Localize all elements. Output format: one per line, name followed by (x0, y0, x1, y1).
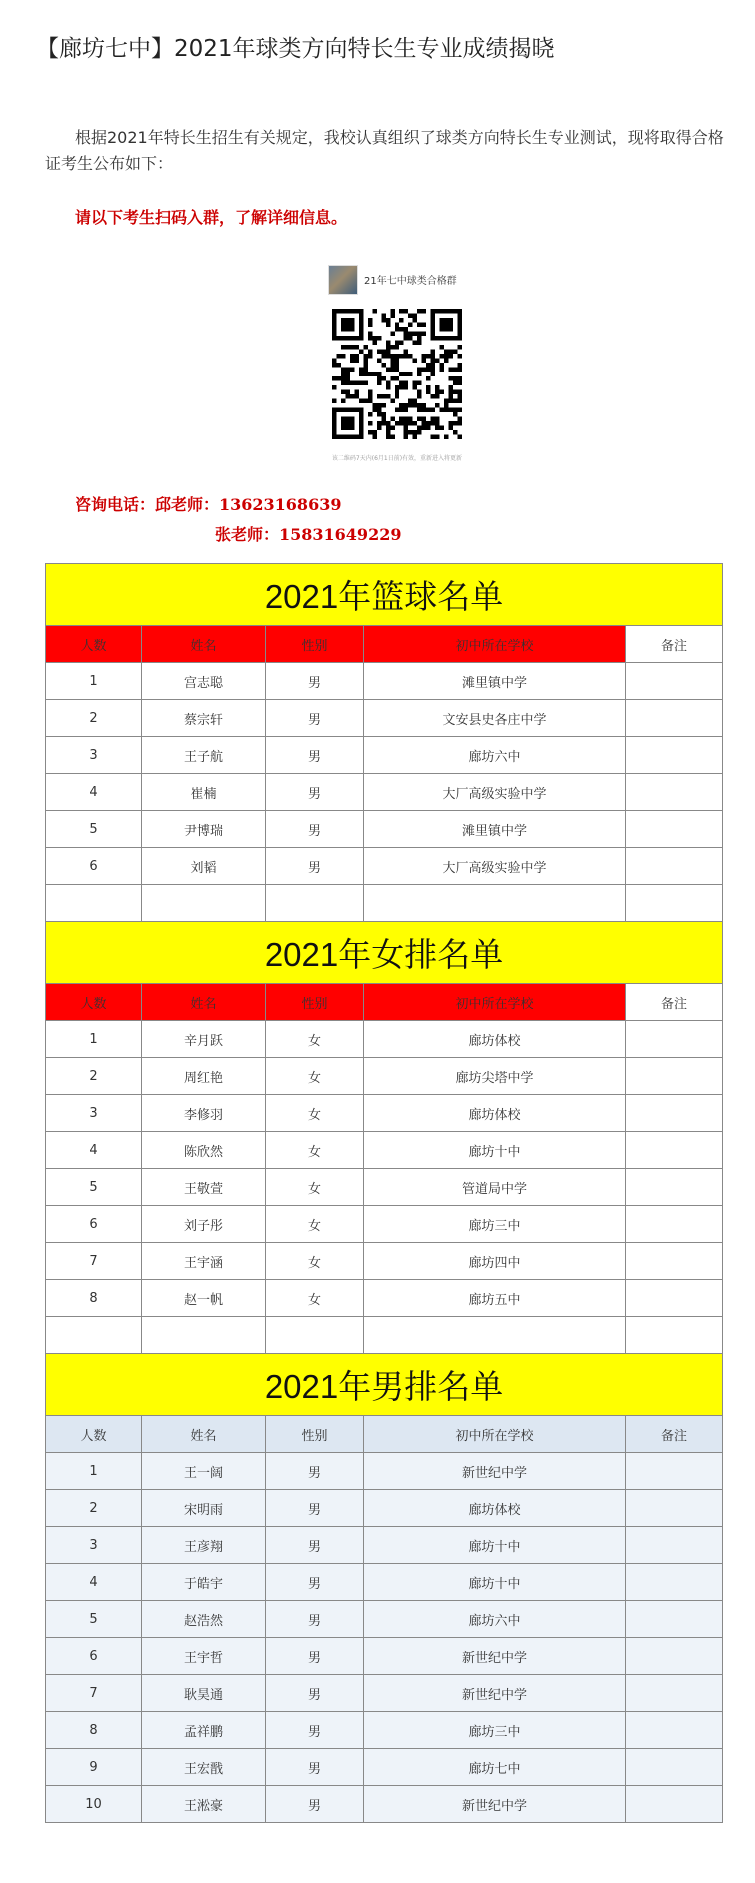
gender-cell: 男 (266, 1786, 364, 1823)
name-cell: 赵浩然 (142, 1601, 266, 1638)
name-cell (142, 885, 266, 922)
table-row (46, 885, 723, 922)
column-header-row (46, 1416, 723, 1453)
count-cell: 5 (46, 811, 142, 848)
name-cell: 蔡宗轩 (142, 700, 266, 737)
name-cell: 王宏戬 (142, 1749, 266, 1786)
notes-cell (626, 1317, 723, 1354)
count-cell: 4 (46, 1564, 142, 1601)
school-cell: 廊坊十中 (364, 1132, 626, 1169)
count-cell: 6 (46, 848, 142, 885)
count-cell: 1 (46, 1021, 142, 1058)
count-cell: 3 (46, 1095, 142, 1132)
notes-cell (626, 1638, 723, 1675)
gender-cell: 女 (266, 1021, 364, 1058)
section-title-row (46, 1354, 723, 1416)
notes-cell (626, 1490, 723, 1527)
column-header: 备注 (626, 1416, 723, 1453)
article-title: 【廊坊七中】2021年球类方向特长生专业成绩揭晓 (36, 36, 555, 62)
count-cell: 2 (46, 1490, 142, 1527)
table-row (46, 774, 723, 811)
count-cell: 6 (46, 1638, 142, 1675)
gender-cell: 男 (266, 1601, 364, 1638)
count-cell (46, 1317, 142, 1354)
notes-cell (626, 663, 723, 700)
table-row (46, 1095, 723, 1132)
column-header: 性别 (266, 626, 364, 663)
school-cell: 廊坊尖塔中学 (364, 1058, 626, 1095)
count-cell: 6 (46, 1206, 142, 1243)
column-header: 姓名 (142, 626, 266, 663)
table-row (46, 1280, 723, 1317)
column-header: 备注 (626, 984, 723, 1021)
count-cell: 3 (46, 1527, 142, 1564)
notes-cell (626, 1712, 723, 1749)
gender-cell: 男 (266, 1453, 364, 1490)
column-header: 初中所在学校 (364, 626, 626, 663)
name-cell: 王一阔 (142, 1453, 266, 1490)
count-cell: 10 (46, 1786, 142, 1823)
notes-cell (626, 1786, 723, 1823)
school-cell: 廊坊六中 (364, 1601, 626, 1638)
school-cell: 廊坊三中 (364, 1206, 626, 1243)
group-name: 21年七中球类合格群 (364, 276, 457, 287)
column-header: 姓名 (142, 984, 266, 1021)
gender-cell: 男 (266, 848, 364, 885)
name-cell: 宋明雨 (142, 1490, 266, 1527)
school-cell: 新世纪中学 (364, 1786, 626, 1823)
count-cell (46, 885, 142, 922)
section-title: 2021年女排名单 (46, 922, 723, 984)
column-header: 人数 (46, 626, 142, 663)
table-row (46, 1132, 723, 1169)
gender-cell: 女 (266, 1169, 364, 1206)
table-row (46, 1786, 723, 1823)
count-cell: 8 (46, 1280, 142, 1317)
column-header: 性别 (266, 984, 364, 1021)
table-row (46, 1638, 723, 1675)
notes-cell (626, 737, 723, 774)
gender-cell (266, 885, 364, 922)
notes-cell (626, 1021, 723, 1058)
name-cell: 王子航 (142, 737, 266, 774)
notes-cell (626, 1675, 723, 1712)
notes-cell (626, 700, 723, 737)
table-row (46, 1564, 723, 1601)
name-cell: 宫志聪 (142, 663, 266, 700)
gender-cell: 女 (266, 1206, 364, 1243)
count-cell: 2 (46, 700, 142, 737)
name-cell: 孟祥鹏 (142, 1712, 266, 1749)
school-cell: 文安县史各庄中学 (364, 700, 626, 737)
section-title: 2021年男排名单 (46, 1354, 723, 1416)
notes-cell (626, 1058, 723, 1095)
school-cell: 廊坊十中 (364, 1527, 626, 1564)
table-row (46, 1169, 723, 1206)
school-cell: 廊坊六中 (364, 737, 626, 774)
column-header-row (46, 626, 723, 663)
school-cell: 滩里镇中学 (364, 811, 626, 848)
column-header: 姓名 (142, 1416, 266, 1453)
school-cell: 廊坊五中 (364, 1280, 626, 1317)
gender-cell: 男 (266, 1712, 364, 1749)
column-header: 初中所在学校 (364, 1416, 626, 1453)
gender-cell: 男 (266, 1749, 364, 1786)
count-cell: 1 (46, 663, 142, 700)
table-row (46, 1317, 723, 1354)
name-cell: 王彦翔 (142, 1527, 266, 1564)
gender-cell: 男 (266, 1527, 364, 1564)
name-cell: 王淞豪 (142, 1786, 266, 1823)
name-cell: 耿昊通 (142, 1675, 266, 1712)
notes-cell (626, 848, 723, 885)
school-cell: 廊坊四中 (364, 1243, 626, 1280)
school-cell: 廊坊七中 (364, 1749, 626, 1786)
notes-cell (626, 774, 723, 811)
section-title-row (46, 922, 723, 984)
notes-cell (626, 1169, 723, 1206)
count-cell: 2 (46, 1058, 142, 1095)
table-row (46, 1206, 723, 1243)
name-cell: 尹博瑞 (142, 811, 266, 848)
column-header: 人数 (46, 984, 142, 1021)
column-header: 备注 (626, 626, 723, 663)
contact-line-2: 张老师：15831649229 (215, 525, 402, 544)
gender-cell: 女 (266, 1280, 364, 1317)
school-cell: 廊坊体校 (364, 1021, 626, 1058)
table-row (46, 1675, 723, 1712)
notes-cell (626, 1243, 723, 1280)
table-row (46, 848, 723, 885)
name-cell: 刘子彤 (142, 1206, 266, 1243)
table-row (46, 1527, 723, 1564)
school-cell: 新世纪中学 (364, 1453, 626, 1490)
name-cell: 王宇哲 (142, 1638, 266, 1675)
qr-code-icon (332, 309, 462, 439)
group-qr-card (318, 258, 476, 470)
name-cell: 王敬萱 (142, 1169, 266, 1206)
count-cell: 9 (46, 1749, 142, 1786)
gender-cell: 女 (266, 1058, 364, 1095)
name-cell: 赵一帆 (142, 1280, 266, 1317)
notes-cell (626, 1453, 723, 1490)
table-row (46, 1058, 723, 1095)
count-cell: 4 (46, 1132, 142, 1169)
column-header: 性别 (266, 1416, 364, 1453)
table-row (46, 1021, 723, 1058)
count-cell: 5 (46, 1601, 142, 1638)
count-cell: 1 (46, 1453, 142, 1490)
intro-paragraph: 根据2021年特长生招生有关规定，我校认真组织了球类方向特长生专业测试，现将取得合格证考生公布如下： (45, 128, 724, 173)
school-cell: 大厂高级实验中学 (364, 848, 626, 885)
count-cell: 5 (46, 1169, 142, 1206)
count-cell: 8 (46, 1712, 142, 1749)
gender-cell: 男 (266, 1638, 364, 1675)
section-title: 2021年篮球名单 (46, 564, 723, 626)
column-header-row (46, 984, 723, 1021)
school-cell: 滩里镇中学 (364, 663, 626, 700)
gender-cell: 男 (266, 774, 364, 811)
school-cell: 廊坊体校 (364, 1095, 626, 1132)
name-cell: 陈欣然 (142, 1132, 266, 1169)
column-header: 初中所在学校 (364, 984, 626, 1021)
count-cell: 3 (46, 737, 142, 774)
notes-cell (626, 1206, 723, 1243)
table-row (46, 700, 723, 737)
gender-cell: 男 (266, 811, 364, 848)
table-row (46, 663, 723, 700)
table-row (46, 1749, 723, 1786)
count-cell: 7 (46, 1243, 142, 1280)
name-cell: 于皓宇 (142, 1564, 266, 1601)
school-cell: 管道局中学 (364, 1169, 626, 1206)
count-cell: 7 (46, 1675, 142, 1712)
gender-cell: 男 (266, 1564, 364, 1601)
notes-cell (626, 1601, 723, 1638)
name-cell: 李修羽 (142, 1095, 266, 1132)
notes-cell (626, 1095, 723, 1132)
group-avatar (328, 265, 358, 295)
name-cell: 王宇涵 (142, 1243, 266, 1280)
school-cell: 新世纪中学 (364, 1675, 626, 1712)
name-cell (142, 1317, 266, 1354)
table-row (46, 1601, 723, 1638)
table-row (46, 1243, 723, 1280)
table-row (46, 1490, 723, 1527)
school-cell: 廊坊三中 (364, 1712, 626, 1749)
count-cell: 4 (46, 774, 142, 811)
notes-cell (626, 1280, 723, 1317)
notes-cell (626, 811, 723, 848)
notes-cell (626, 885, 723, 922)
school-cell: 大厂高级实验中学 (364, 774, 626, 811)
school-cell (364, 1317, 626, 1354)
gender-cell: 男 (266, 1675, 364, 1712)
gender-cell: 女 (266, 1132, 364, 1169)
name-cell: 辛月跃 (142, 1021, 266, 1058)
table-row (46, 737, 723, 774)
notes-cell (626, 1749, 723, 1786)
notes-cell (626, 1132, 723, 1169)
column-header: 人数 (46, 1416, 142, 1453)
notes-cell (626, 1564, 723, 1601)
name-cell: 周红艳 (142, 1058, 266, 1095)
gender-cell: 女 (266, 1095, 364, 1132)
school-cell (364, 885, 626, 922)
gender-cell: 男 (266, 700, 364, 737)
school-cell: 廊坊体校 (364, 1490, 626, 1527)
table-row (46, 811, 723, 848)
school-cell: 廊坊十中 (364, 1564, 626, 1601)
name-cell: 崔楠 (142, 774, 266, 811)
name-cell: 刘韬 (142, 848, 266, 885)
gender-cell: 男 (266, 663, 364, 700)
notes-cell (626, 1527, 723, 1564)
gender-cell: 女 (266, 1243, 364, 1280)
table-row (46, 1453, 723, 1490)
roster-table (45, 563, 723, 1823)
section-title-row (46, 564, 723, 626)
school-cell: 新世纪中学 (364, 1638, 626, 1675)
scan-notice: 请以下考生扫码入群，了解详细信息。 (75, 208, 348, 227)
gender-cell (266, 1317, 364, 1354)
gender-cell: 男 (266, 737, 364, 774)
contact-line-1: 咨询电话：邱老师：13623168639 (75, 495, 342, 514)
qr-footer-note: 该二维码7天内(6月1日前)有效，重新进入将更新 (331, 455, 463, 462)
table-row (46, 1712, 723, 1749)
gender-cell: 男 (266, 1490, 364, 1527)
